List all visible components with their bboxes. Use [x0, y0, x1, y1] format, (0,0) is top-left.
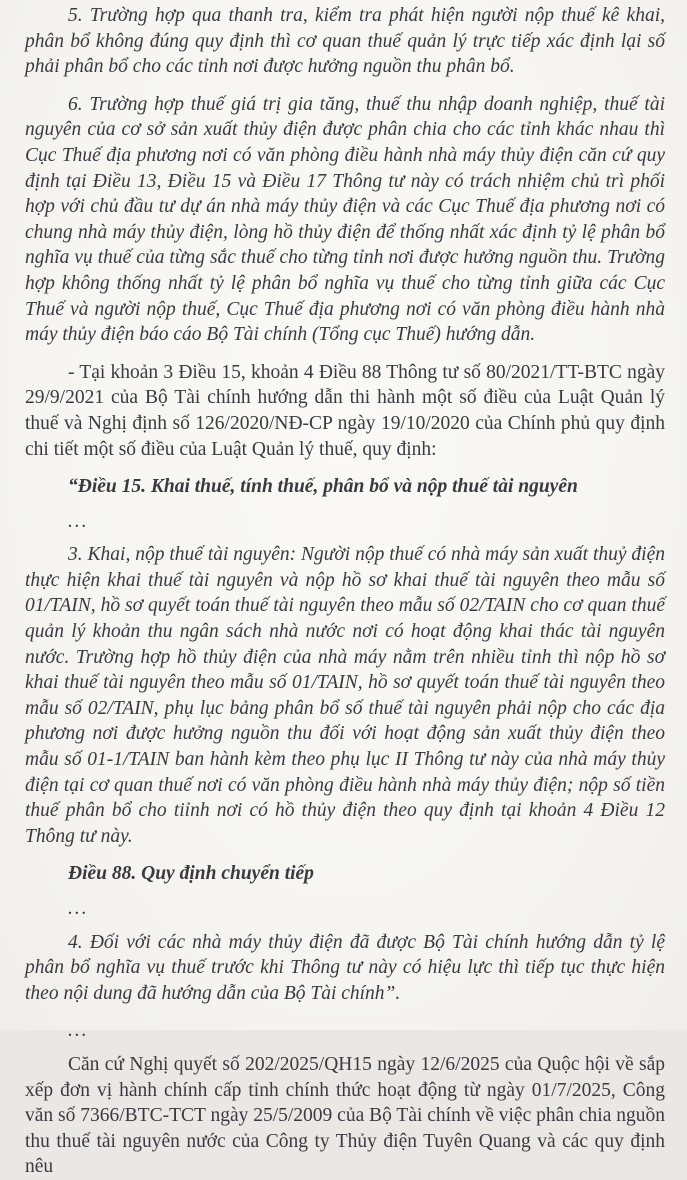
- paragraph-basis: Căn cứ Nghị quyết số 202/2025/QH15 ngày 12/6/2025 của Quộc hội về sắp xếp đơn vị hành chính cấp tỉnh chính thức hoạt động từ ngày 01/7/2025, Công văn số 7366/BTC-TCT ngày 25/5/2009 của Bộ Tài chính về việc phân chia nguồn thu thuế tài nguyên nước của Công ty Thủy điện Tuyên Quang và các quy định nêu: [25, 1053, 665, 1178]
- ellipsis-line-2: ...: [68, 898, 89, 919]
- article-15-heading: “Điều 15. Khai thuế, tính thuế, phân bổ và nộp thuế tài nguyên: [68, 476, 578, 498]
- article-88-heading: Điều 88. Quy định chuyển tiếp: [68, 863, 314, 885]
- paragraph-clause-5: 5. Trường hợp qua thanh tra, kiểm tra phát hiện người nộp thuế kê khai, phân bổ không đúng quy định thì cơ quan thuế quản lý trực tiếp xác định lại số phải phân bổ cho các tỉnh nơi được hưởng nguồn thu phân bổ.: [25, 5, 665, 78]
- ellipsis-line-3: ...: [68, 1020, 89, 1042]
- paragraph-article-15-clause-3: 3. Khai, nộp thuế tài nguyên: Người nộp thuế có nhà máy sản xuất thuỷ điện thực hiện khai thuế tài nguyên và nộp hồ sơ khai thuế tài nguyên theo mẫu số 01/TAIN, hồ sơ quyết toán thuế tài nguyên theo mẫu số 02/TAIN cho cơ quan thuế quản lý khoản thu ngân sách nhà nước nơi có hoạt động khai thác tài nguyên nước. Trường hợp hồ thủy điện của nhà máy nằm trên nhiều tỉnh thì nộp hồ sơ khai thuế tài nguyên theo mẫu số 01/TAIN, hồ sơ quyết toán thuế tài nguyên theo mẫu số 02/TAIN, phụ lục bảng phân bổ số thuế tài nguyên phải nộp cho các địa phương nơi được hưởng nguồn thu đối với hoạt động sản xuất thủy điện theo mẫu số 01-1/TAIN ban hành kèm theo phụ lục II Thông tư này của nhà máy thủy điện tại cơ quan thuế nơi có văn phòng điều hành nhà máy thủy điện; nộp số tiền thuế phân bổ cho tiỉnh nơi có hồ thủy điện theo quy định tại khoản 4 Điều 12 Thông tư này.: [25, 544, 665, 847]
- paragraph-article-88-clause-4: 4. Đối với các nhà máy thủy điện đã được Bộ Tài chính hướng dẫn tỷ lệ phân bổ nghĩa vụ thuế trước khi Thông tư này có hiệu lực thì tiếp tục thực hiện theo nội dung đã hướng dẫn của Bộ Tài chính”.: [25, 931, 665, 1004]
- paragraph-citation-intro: - Tại khoản 3 Điều 15, khoản 4 Điều 88 Thông tư số 80/2021/TT-BTC ngày 29/9/2021 của Bộ Tài chính hướng dẫn thi hành một số điều của Luật Quản lý thuế và Nghị định số 126/2020/NĐ-CP ngày 19/10/2020 của Chính phủ quy định chi tiết một số điều của Luật Quản lý thuế, quy định:: [25, 361, 665, 460]
- paragraph-clause-6: 6. Trường hợp thuế giá trị gia tăng, thuế thu nhập doanh nghiệp, thuế tài nguyên của cơ sở sản xuất thủy điện được phân chia cho các tỉnh khác nhau thì Cục Thuế địa phương nơi có văn phòng điều hành nhà máy thủy điện căn cứ quy định tại Điều 13, Điều 15 và Điều 17 Thông tư này có trách nhiệm chủ trì phối hợp với chủ đầu tư dự án nhà máy thủy điện và các Cục Thuế địa phương nơi có chung nhà máy thủy điện, lòng hồ thủy điện để thống nhất xác định tỷ lệ phân bổ nghĩa vụ thuế của từng sắc thuế cho từng tỉnh nơi được hưởng nguồn thu. Trường hợp không thống nhất tỷ lệ phân bổ nghĩa vụ thuế cho từng tỉnh giữa các Cục Thuế và người nộp thuế, Cục Thuế địa phương nơi có văn phòng điều hành nhà máy thủy điện báo cáo Bộ Tài chính (Tổng cục Thuế) hướng dẫn.: [25, 93, 665, 346]
- ellipsis-line-1: ...: [68, 510, 89, 532]
